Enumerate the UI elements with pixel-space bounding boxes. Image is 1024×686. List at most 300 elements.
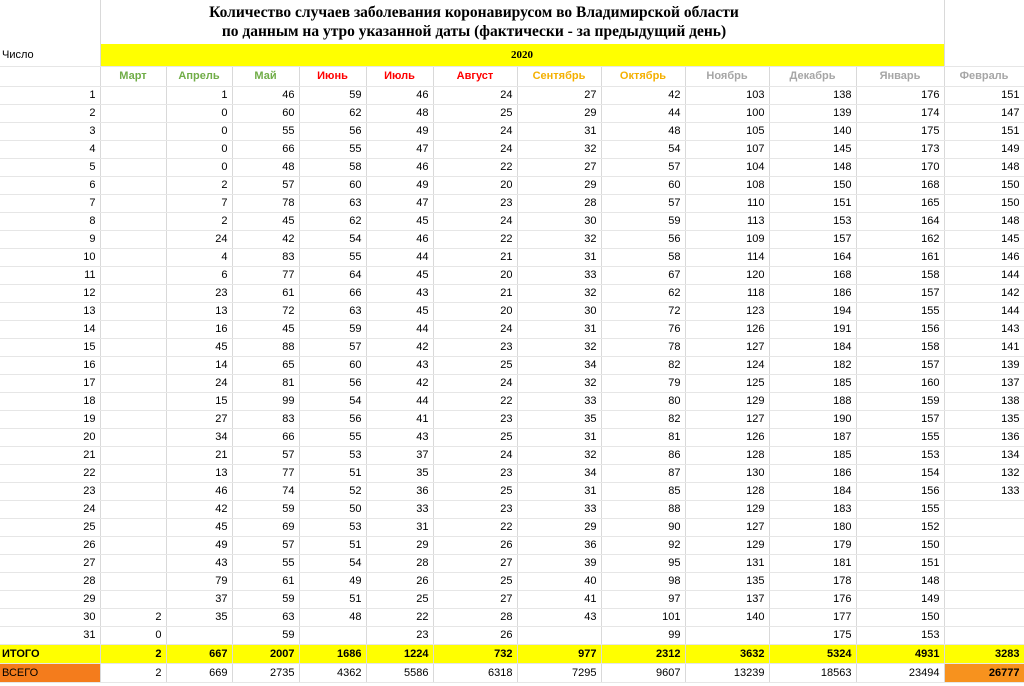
- case-count-cell[interactable]: 179: [769, 536, 856, 554]
- vsego-value-cell[interactable]: 18563: [769, 663, 856, 682]
- case-count-cell[interactable]: 39: [517, 554, 601, 572]
- case-count-cell[interactable]: 159: [856, 392, 944, 410]
- case-count-cell[interactable]: 30: [517, 212, 601, 230]
- itogo-value-cell[interactable]: 1686: [299, 644, 366, 663]
- case-count-cell[interactable]: 0: [166, 104, 232, 122]
- empty-cell[interactable]: [944, 22, 1024, 44]
- case-count-cell[interactable]: 34: [166, 428, 232, 446]
- case-count-cell[interactable]: 140: [685, 608, 769, 626]
- case-count-cell[interactable]: 155: [856, 428, 944, 446]
- case-count-cell[interactable]: 45: [166, 518, 232, 536]
- case-count-cell[interactable]: [100, 212, 166, 230]
- case-count-cell[interactable]: 27: [433, 554, 517, 572]
- case-count-cell[interactable]: 59: [299, 86, 366, 104]
- month-header[interactable]: Октябрь: [601, 66, 685, 86]
- vsego-value-cell[interactable]: 26777: [944, 663, 1024, 682]
- case-count-cell[interactable]: 43: [166, 554, 232, 572]
- day-number-cell[interactable]: 29: [0, 590, 100, 608]
- case-count-cell[interactable]: 46: [366, 230, 433, 248]
- case-count-cell[interactable]: 57: [232, 446, 299, 464]
- case-count-cell[interactable]: 48: [299, 608, 366, 626]
- case-count-cell[interactable]: 2: [166, 212, 232, 230]
- case-count-cell[interactable]: 30: [517, 302, 601, 320]
- case-count-cell[interactable]: 138: [769, 86, 856, 104]
- case-count-cell[interactable]: 48: [232, 158, 299, 176]
- month-header[interactable]: Сентябрь: [517, 66, 601, 86]
- case-count-cell[interactable]: 158: [856, 266, 944, 284]
- day-number-cell[interactable]: 15: [0, 338, 100, 356]
- case-count-cell[interactable]: 146: [944, 248, 1024, 266]
- case-count-cell[interactable]: [944, 518, 1024, 536]
- case-count-cell[interactable]: 79: [166, 572, 232, 590]
- case-count-cell[interactable]: 31: [517, 482, 601, 500]
- case-count-cell[interactable]: 25: [433, 428, 517, 446]
- case-count-cell[interactable]: 53: [299, 446, 366, 464]
- case-count-cell[interactable]: 168: [856, 176, 944, 194]
- case-count-cell[interactable]: 105: [685, 122, 769, 140]
- case-count-cell[interactable]: 153: [856, 626, 944, 644]
- case-count-cell[interactable]: 25: [433, 482, 517, 500]
- day-number-cell[interactable]: 28: [0, 572, 100, 590]
- case-count-cell[interactable]: 54: [601, 140, 685, 158]
- case-count-cell[interactable]: [944, 554, 1024, 572]
- case-count-cell[interactable]: 36: [366, 482, 433, 500]
- case-count-cell[interactable]: 155: [856, 500, 944, 518]
- case-count-cell[interactable]: 194: [769, 302, 856, 320]
- year-header[interactable]: 2020: [100, 44, 944, 66]
- day-number-cell[interactable]: 30: [0, 608, 100, 626]
- case-count-cell[interactable]: 4: [166, 248, 232, 266]
- day-number-cell[interactable]: 1: [0, 86, 100, 104]
- case-count-cell[interactable]: 129: [685, 500, 769, 518]
- case-count-cell[interactable]: 66: [232, 428, 299, 446]
- case-count-cell[interactable]: [100, 104, 166, 122]
- case-count-cell[interactable]: 57: [601, 194, 685, 212]
- case-count-cell[interactable]: 142: [944, 284, 1024, 302]
- case-count-cell[interactable]: [100, 122, 166, 140]
- case-count-cell[interactable]: [100, 320, 166, 338]
- case-count-cell[interactable]: 148: [944, 158, 1024, 176]
- case-count-cell[interactable]: [100, 302, 166, 320]
- case-count-cell[interactable]: 113: [685, 212, 769, 230]
- case-count-cell[interactable]: [100, 464, 166, 482]
- case-count-cell[interactable]: 34: [517, 356, 601, 374]
- case-count-cell[interactable]: 137: [685, 590, 769, 608]
- day-number-cell[interactable]: 2: [0, 104, 100, 122]
- case-count-cell[interactable]: 34: [517, 464, 601, 482]
- case-count-cell[interactable]: 51: [299, 464, 366, 482]
- case-count-cell[interactable]: 98: [601, 572, 685, 590]
- case-count-cell[interactable]: 136: [944, 428, 1024, 446]
- case-count-cell[interactable]: 55: [299, 140, 366, 158]
- case-count-cell[interactable]: 56: [601, 230, 685, 248]
- case-count-cell[interactable]: 47: [366, 140, 433, 158]
- case-count-cell[interactable]: 141: [944, 338, 1024, 356]
- case-count-cell[interactable]: 77: [232, 266, 299, 284]
- case-count-cell[interactable]: 23: [433, 500, 517, 518]
- day-number-cell[interactable]: 24: [0, 500, 100, 518]
- case-count-cell[interactable]: 185: [769, 374, 856, 392]
- case-count-cell[interactable]: 33: [517, 392, 601, 410]
- vsego-label[interactable]: ВСЕГО: [0, 663, 100, 682]
- case-count-cell[interactable]: 173: [856, 140, 944, 158]
- case-count-cell[interactable]: 72: [232, 302, 299, 320]
- case-count-cell[interactable]: 157: [769, 230, 856, 248]
- case-count-cell[interactable]: 132: [944, 464, 1024, 482]
- case-count-cell[interactable]: 32: [517, 446, 601, 464]
- case-count-cell[interactable]: 31: [366, 518, 433, 536]
- case-count-cell[interactable]: [100, 392, 166, 410]
- case-count-cell[interactable]: 149: [944, 140, 1024, 158]
- case-count-cell[interactable]: 150: [856, 608, 944, 626]
- day-number-cell[interactable]: 7: [0, 194, 100, 212]
- case-count-cell[interactable]: 51: [299, 536, 366, 554]
- case-count-cell[interactable]: 177: [769, 608, 856, 626]
- vsego-value-cell[interactable]: 7295: [517, 663, 601, 682]
- case-count-cell[interactable]: 35: [366, 464, 433, 482]
- case-count-cell[interactable]: 63: [299, 302, 366, 320]
- case-count-cell[interactable]: 24: [166, 374, 232, 392]
- case-count-cell[interactable]: 99: [232, 392, 299, 410]
- case-count-cell[interactable]: 153: [769, 212, 856, 230]
- case-count-cell[interactable]: 81: [601, 428, 685, 446]
- case-count-cell[interactable]: 2: [100, 608, 166, 626]
- case-count-cell[interactable]: [100, 266, 166, 284]
- corner-cell[interactable]: [0, 22, 100, 44]
- case-count-cell[interactable]: 25: [366, 590, 433, 608]
- case-count-cell[interactable]: 143: [944, 320, 1024, 338]
- day-number-cell[interactable]: 13: [0, 302, 100, 320]
- case-count-cell[interactable]: 148: [856, 572, 944, 590]
- day-number-cell[interactable]: 25: [0, 518, 100, 536]
- case-count-cell[interactable]: 59: [299, 320, 366, 338]
- case-count-cell[interactable]: 37: [366, 446, 433, 464]
- case-count-cell[interactable]: 45: [232, 320, 299, 338]
- case-count-cell[interactable]: 23: [166, 284, 232, 302]
- case-count-cell[interactable]: 36: [517, 536, 601, 554]
- case-count-cell[interactable]: [100, 176, 166, 194]
- case-count-cell[interactable]: 66: [232, 140, 299, 158]
- vsego-value-cell[interactable]: 23494: [856, 663, 944, 682]
- case-count-cell[interactable]: 42: [232, 230, 299, 248]
- case-count-cell[interactable]: 175: [856, 122, 944, 140]
- month-header[interactable]: Июнь: [299, 66, 366, 86]
- day-number-cell[interactable]: 26: [0, 536, 100, 554]
- case-count-cell[interactable]: 22: [366, 608, 433, 626]
- case-count-cell[interactable]: 24: [433, 320, 517, 338]
- case-count-cell[interactable]: 114: [685, 248, 769, 266]
- case-count-cell[interactable]: 170: [856, 158, 944, 176]
- case-count-cell[interactable]: 27: [517, 158, 601, 176]
- case-count-cell[interactable]: 35: [166, 608, 232, 626]
- case-count-cell[interactable]: 99: [601, 626, 685, 644]
- case-count-cell[interactable]: 42: [366, 374, 433, 392]
- case-count-cell[interactable]: 157: [856, 284, 944, 302]
- case-count-cell[interactable]: 123: [685, 302, 769, 320]
- case-count-cell[interactable]: [100, 446, 166, 464]
- case-count-cell[interactable]: 29: [366, 536, 433, 554]
- case-count-cell[interactable]: 46: [366, 158, 433, 176]
- month-header[interactable]: Март: [100, 66, 166, 86]
- case-count-cell[interactable]: 26: [366, 572, 433, 590]
- case-count-cell[interactable]: [100, 230, 166, 248]
- case-count-cell[interactable]: 134: [944, 446, 1024, 464]
- case-count-cell[interactable]: 27: [433, 590, 517, 608]
- case-count-cell[interactable]: 109: [685, 230, 769, 248]
- case-count-cell[interactable]: [100, 338, 166, 356]
- itogo-value-cell[interactable]: 2312: [601, 644, 685, 663]
- case-count-cell[interactable]: 120: [685, 266, 769, 284]
- itogo-value-cell[interactable]: 2007: [232, 644, 299, 663]
- case-count-cell[interactable]: 56: [299, 410, 366, 428]
- case-count-cell[interactable]: 43: [366, 428, 433, 446]
- case-count-cell[interactable]: [100, 158, 166, 176]
- case-count-cell[interactable]: 175: [769, 626, 856, 644]
- case-count-cell[interactable]: 31: [517, 122, 601, 140]
- case-count-cell[interactable]: 174: [856, 104, 944, 122]
- case-count-cell[interactable]: 57: [299, 338, 366, 356]
- case-count-cell[interactable]: 7: [166, 194, 232, 212]
- case-count-cell[interactable]: 62: [601, 284, 685, 302]
- case-count-cell[interactable]: 185: [769, 446, 856, 464]
- case-count-cell[interactable]: 54: [299, 230, 366, 248]
- case-count-cell[interactable]: 27: [166, 410, 232, 428]
- case-count-cell[interactable]: 61: [232, 284, 299, 302]
- case-count-cell[interactable]: 25: [433, 572, 517, 590]
- itogo-value-cell[interactable]: 977: [517, 644, 601, 663]
- day-number-cell[interactable]: 20: [0, 428, 100, 446]
- case-count-cell[interactable]: 150: [769, 176, 856, 194]
- case-count-cell[interactable]: 100: [685, 104, 769, 122]
- case-count-cell[interactable]: 59: [232, 500, 299, 518]
- case-count-cell[interactable]: 28: [517, 194, 601, 212]
- case-count-cell[interactable]: 127: [685, 410, 769, 428]
- case-count-cell[interactable]: 154: [856, 464, 944, 482]
- case-count-cell[interactable]: 24: [433, 446, 517, 464]
- case-count-cell[interactable]: [100, 86, 166, 104]
- case-count-cell[interactable]: 76: [601, 320, 685, 338]
- month-header[interactable]: Август: [433, 66, 517, 86]
- case-count-cell[interactable]: 6: [166, 266, 232, 284]
- case-count-cell[interactable]: 28: [433, 608, 517, 626]
- case-count-cell[interactable]: 31: [517, 320, 601, 338]
- case-count-cell[interactable]: 103: [685, 86, 769, 104]
- day-number-cell[interactable]: 9: [0, 230, 100, 248]
- case-count-cell[interactable]: [299, 626, 366, 644]
- case-count-cell[interactable]: 147: [944, 104, 1024, 122]
- case-count-cell[interactable]: 25: [433, 356, 517, 374]
- case-count-cell[interactable]: 41: [366, 410, 433, 428]
- case-count-cell[interactable]: 31: [517, 248, 601, 266]
- case-count-cell[interactable]: 164: [856, 212, 944, 230]
- case-count-cell[interactable]: 124: [685, 356, 769, 374]
- case-count-cell[interactable]: 41: [517, 590, 601, 608]
- itogo-value-cell[interactable]: 1224: [366, 644, 433, 663]
- case-count-cell[interactable]: [944, 590, 1024, 608]
- case-count-cell[interactable]: 82: [601, 410, 685, 428]
- case-count-cell[interactable]: 24: [433, 122, 517, 140]
- case-count-cell[interactable]: 180: [769, 518, 856, 536]
- empty-cell[interactable]: [944, 0, 1024, 22]
- case-count-cell[interactable]: 181: [769, 554, 856, 572]
- case-count-cell[interactable]: 23: [433, 194, 517, 212]
- case-count-cell[interactable]: 153: [856, 446, 944, 464]
- case-count-cell[interactable]: 24: [433, 140, 517, 158]
- case-count-cell[interactable]: 27: [517, 86, 601, 104]
- month-header[interactable]: Апрель: [166, 66, 232, 86]
- case-count-cell[interactable]: [944, 500, 1024, 518]
- case-count-cell[interactable]: 78: [601, 338, 685, 356]
- case-count-cell[interactable]: 140: [769, 122, 856, 140]
- case-count-cell[interactable]: 131: [685, 554, 769, 572]
- case-count-cell[interactable]: [100, 284, 166, 302]
- case-count-cell[interactable]: 190: [769, 410, 856, 428]
- itogo-value-cell[interactable]: 3283: [944, 644, 1024, 663]
- case-count-cell[interactable]: 32: [517, 140, 601, 158]
- day-number-cell[interactable]: 10: [0, 248, 100, 266]
- case-count-cell[interactable]: 58: [601, 248, 685, 266]
- case-count-cell[interactable]: 51: [299, 590, 366, 608]
- case-count-cell[interactable]: [100, 140, 166, 158]
- case-count-cell[interactable]: 56: [299, 122, 366, 140]
- case-count-cell[interactable]: 60: [299, 176, 366, 194]
- day-label[interactable]: Число: [0, 44, 100, 66]
- case-count-cell[interactable]: 43: [366, 284, 433, 302]
- case-count-cell[interactable]: 133: [944, 482, 1024, 500]
- case-count-cell[interactable]: 46: [166, 482, 232, 500]
- case-count-cell[interactable]: [100, 500, 166, 518]
- case-count-cell[interactable]: 29: [517, 104, 601, 122]
- case-count-cell[interactable]: [100, 356, 166, 374]
- case-count-cell[interactable]: 0: [166, 122, 232, 140]
- case-count-cell[interactable]: 21: [166, 446, 232, 464]
- case-count-cell[interactable]: 97: [601, 590, 685, 608]
- itogo-value-cell[interactable]: 2: [100, 644, 166, 663]
- case-count-cell[interactable]: 101: [601, 608, 685, 626]
- case-count-cell[interactable]: 156: [856, 482, 944, 500]
- case-count-cell[interactable]: 130: [685, 464, 769, 482]
- month-header[interactable]: Июль: [366, 66, 433, 86]
- case-count-cell[interactable]: 28: [366, 554, 433, 572]
- case-count-cell[interactable]: 150: [944, 176, 1024, 194]
- case-count-cell[interactable]: 155: [856, 302, 944, 320]
- case-count-cell[interactable]: 61: [232, 572, 299, 590]
- vsego-value-cell[interactable]: 4362: [299, 663, 366, 682]
- case-count-cell[interactable]: [944, 626, 1024, 644]
- case-count-cell[interactable]: [100, 572, 166, 590]
- case-count-cell[interactable]: 137: [944, 374, 1024, 392]
- case-count-cell[interactable]: 32: [517, 338, 601, 356]
- case-count-cell[interactable]: [166, 626, 232, 644]
- case-count-cell[interactable]: 21: [433, 248, 517, 266]
- case-count-cell[interactable]: 53: [299, 518, 366, 536]
- case-count-cell[interactable]: 44: [366, 320, 433, 338]
- case-count-cell[interactable]: 66: [299, 284, 366, 302]
- case-count-cell[interactable]: 62: [299, 104, 366, 122]
- case-count-cell[interactable]: 45: [366, 266, 433, 284]
- case-count-cell[interactable]: 47: [366, 194, 433, 212]
- case-count-cell[interactable]: 151: [944, 122, 1024, 140]
- case-count-cell[interactable]: 77: [232, 464, 299, 482]
- case-count-cell[interactable]: 63: [299, 194, 366, 212]
- case-count-cell[interactable]: 129: [685, 392, 769, 410]
- case-count-cell[interactable]: 184: [769, 482, 856, 500]
- case-count-cell[interactable]: 54: [299, 392, 366, 410]
- case-count-cell[interactable]: [944, 536, 1024, 554]
- case-count-cell[interactable]: [100, 518, 166, 536]
- case-count-cell[interactable]: 20: [433, 266, 517, 284]
- case-count-cell[interactable]: 33: [517, 266, 601, 284]
- case-count-cell[interactable]: 21: [433, 284, 517, 302]
- case-count-cell[interactable]: 22: [433, 392, 517, 410]
- case-count-cell[interactable]: 55: [232, 122, 299, 140]
- case-count-cell[interactable]: 168: [769, 266, 856, 284]
- case-count-cell[interactable]: 184: [769, 338, 856, 356]
- case-count-cell[interactable]: 55: [232, 554, 299, 572]
- case-count-cell[interactable]: 23: [433, 464, 517, 482]
- case-count-cell[interactable]: 151: [856, 554, 944, 572]
- day-number-cell[interactable]: 31: [0, 626, 100, 644]
- case-count-cell[interactable]: 118: [685, 284, 769, 302]
- case-count-cell[interactable]: 151: [769, 194, 856, 212]
- case-count-cell[interactable]: 83: [232, 410, 299, 428]
- case-count-cell[interactable]: 135: [944, 410, 1024, 428]
- case-count-cell[interactable]: [100, 248, 166, 266]
- case-count-cell[interactable]: 126: [685, 320, 769, 338]
- case-count-cell[interactable]: 87: [601, 464, 685, 482]
- case-count-cell[interactable]: 79: [601, 374, 685, 392]
- case-count-cell[interactable]: 176: [769, 590, 856, 608]
- case-count-cell[interactable]: 88: [232, 338, 299, 356]
- day-number-cell[interactable]: 22: [0, 464, 100, 482]
- case-count-cell[interactable]: 13: [166, 302, 232, 320]
- case-count-cell[interactable]: 64: [299, 266, 366, 284]
- case-count-cell[interactable]: 40: [517, 572, 601, 590]
- empty-cell[interactable]: [944, 44, 1024, 66]
- case-count-cell[interactable]: 32: [517, 284, 601, 302]
- case-count-cell[interactable]: 88: [601, 500, 685, 518]
- case-count-cell[interactable]: 178: [769, 572, 856, 590]
- month-header[interactable]: Февраль: [944, 66, 1024, 86]
- case-count-cell[interactable]: 86: [601, 446, 685, 464]
- case-count-cell[interactable]: 187: [769, 428, 856, 446]
- case-count-cell[interactable]: 29: [517, 176, 601, 194]
- case-count-cell[interactable]: 55: [299, 428, 366, 446]
- day-number-cell[interactable]: 17: [0, 374, 100, 392]
- case-count-cell[interactable]: 162: [856, 230, 944, 248]
- case-count-cell[interactable]: 24: [166, 230, 232, 248]
- case-count-cell[interactable]: 128: [685, 482, 769, 500]
- case-count-cell[interactable]: 62: [299, 212, 366, 230]
- case-count-cell[interactable]: 54: [299, 554, 366, 572]
- case-count-cell[interactable]: 58: [299, 158, 366, 176]
- case-count-cell[interactable]: 161: [856, 248, 944, 266]
- case-count-cell[interactable]: 42: [366, 338, 433, 356]
- case-count-cell[interactable]: 35: [517, 410, 601, 428]
- case-count-cell[interactable]: 24: [433, 212, 517, 230]
- case-count-cell[interactable]: 126: [685, 428, 769, 446]
- case-count-cell[interactable]: 81: [232, 374, 299, 392]
- case-count-cell[interactable]: 135: [685, 572, 769, 590]
- case-count-cell[interactable]: 145: [944, 230, 1024, 248]
- vsego-value-cell[interactable]: 2: [100, 663, 166, 682]
- case-count-cell[interactable]: 125: [685, 374, 769, 392]
- case-count-cell[interactable]: 14: [166, 356, 232, 374]
- day-number-cell[interactable]: 14: [0, 320, 100, 338]
- case-count-cell[interactable]: 60: [601, 176, 685, 194]
- case-count-cell[interactable]: 138: [944, 392, 1024, 410]
- case-count-cell[interactable]: 83: [232, 248, 299, 266]
